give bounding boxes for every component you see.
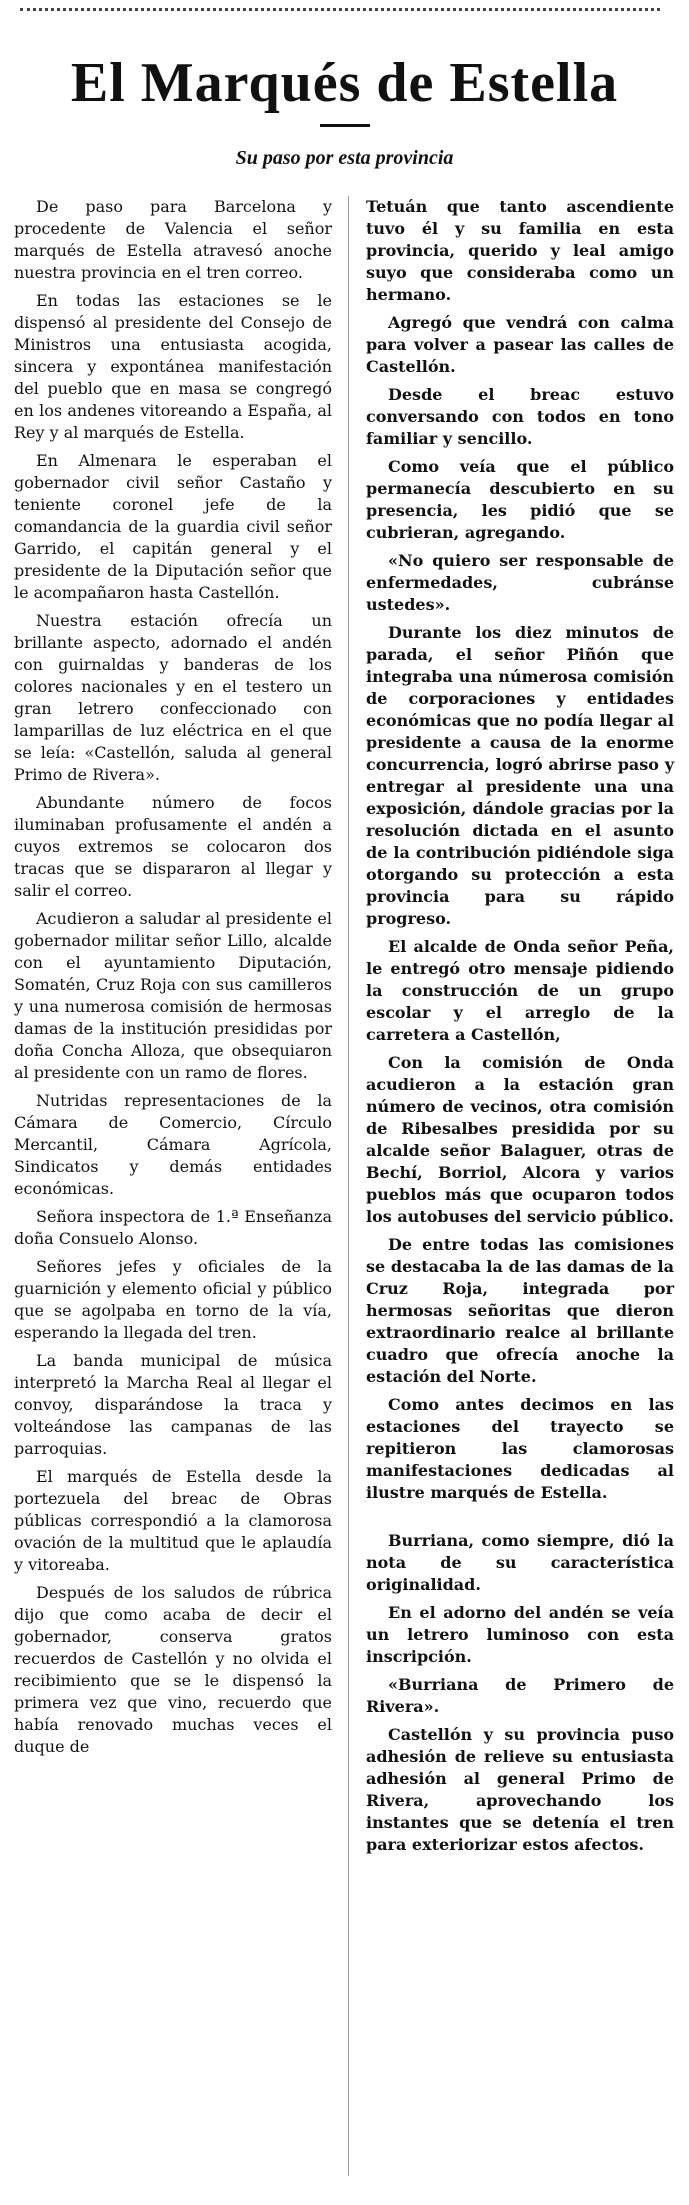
right-paragraph: «Burriana de Primero de Rivera». (366, 1675, 674, 1716)
left-paragraph: Señores jefes y oficiales de la guarnición y elemento oficial y público que se agolpaba en torno de la vía, esperando la llegada del tren. (14, 1257, 332, 1342)
right-paragraph: Con la comisión de Onda acudieron a la estación gran número de vecinos, otra comisión de Ribesalbes presidida por su alcalde señor Balaguer, otras de Bechí, Borriol, Alcora y varios pueblos más que ocuparon todos los autobuses del servicio público. (366, 1053, 674, 1226)
left-paragraph: Abundante número de focos iluminaban profusamente el andén a cuyos extremos se colocaron dos tracas que se dispararon al llegar y salir el correo. (14, 793, 332, 900)
right-paragraph: De entre todas las comisiones se destacaba la de las damas de la Cruz Roja, integrada por hermosas señoritas que dieron extraordinario realce al brillante cuadro que ofrecía anoche la estación del Norte. (366, 1235, 674, 1386)
right-paragraph: Desde el breac estuvo conversando con todos en tono familiar y sencillo. (366, 385, 674, 448)
left-paragraph: De paso para Barcelona y procedente de Valencia el señor marqués de Estella atravesó anoche nuestra provincia en el tren correo. (14, 197, 332, 282)
left-column (14, 196, 332, 1764)
article-subheadline: Su paso por esta provincia (235, 147, 454, 169)
right-paragraph: Durante los diez minutos de parada, el señor Piñón que integraba una númerosa comisión de corporaciones y entidades económicas que no podía llegar al presidente a causa de la enorme concurrencia, logró abrirse paso y entregar al presidente una una exposición, dándole gracias por la resolución dictada en el asunto de la contribución pidiéndole siga otorgando su protección a esta provincia para su rápido progreso. (366, 623, 674, 928)
right-paragraph: Castellón y su provincia puso adhesión de relieve su entusiasta adhesión al general Primo de Rivera, aprovechando los instantes que se detenía el tren para exteriorizar estos afectos. (366, 1725, 674, 1854)
right-paragraph: Como veía que el público permanecía descubierto en su presencia, les pidió que se cubrieran, agregando. (366, 457, 674, 542)
left-paragraph: En todas las estaciones se le dispensó al presidente del Consejo de Ministros una entusiasta acogida, sincera y expontánea manifestación del pueblo que en masa se congregó en los andenes vitoreando a España, al Rey y al marqués de Estella. (14, 291, 332, 442)
right-paragraph: Como antes decimos en las estaciones del trayecto se repitieron las clamorosas manifestaciones dedicadas al ilustre marqués de Estella. (366, 1395, 674, 1502)
right-paragraph: «No quiero ser responsable de enfermedades, cubránse ustedes». (366, 551, 674, 614)
left-paragraph: Después de los saludos de rúbrica dijo que como acaba de decir el gobernador, conserva gratos recuerdos de Castellón y no olvida el recibimiento que se le dispensó la primera vez que vino, recuerdo que había renovado muchas veces el duque de (14, 1583, 332, 1756)
right-paragraph: Agregó que vendrá con calma para volver a pasear las calles de Castellón. (366, 313, 674, 376)
right-paragraph: Tetuán que tanto ascendiente tuvo él y su familia en esta provincia, querido y leal amigo suyo que consideraba como un hermano. (366, 197, 674, 304)
top-dotted-rule (20, 8, 660, 11)
right-column (366, 196, 674, 1862)
left-paragraph: Nutridas representaciones de la Cámara de Comercio, Círculo Mercantil, Cámara Agrícola, Sindicatos y demás entidades económicas. (14, 1091, 332, 1198)
right-paragraph: Burriana, como siempre, dió la nota de su característica originalidad. (366, 1531, 674, 1594)
column-divider (348, 196, 349, 2176)
left-paragraph: La banda municipal de música interpretó la Marcha Real al llegar el convoy, disparándose la traca y volteándose las campanas de las parroquias. (14, 1351, 332, 1458)
left-paragraph: En Almenara le esperaban el gobernador civil señor Castaño y teniente coronel jefe de la comandancia de la guardia civil señor Garrido, el capitán general y el presidente de la Diputación señor que le acompañaron hasta Castellón. (14, 451, 332, 602)
left-paragraph: Señora inspectora de 1.ª Enseñanza doña Consuelo Alonso. (14, 1207, 332, 1248)
left-paragraph: El marqués de Estella desde la portezuela del breac de Obras públicas correspondió a la clamorosa ovación de la multitud que le aplaudía y vitoreaba. (14, 1467, 332, 1574)
right-paragraph: El alcalde de Onda señor Peña, le entregó otro mensaje pidiendo la construcción de un grupo escolar y el arreglo de la carretera a Castellón, (366, 937, 674, 1044)
right-paragraph: En el adorno del andén se veía un letrero luminoso con esta inscripción. (366, 1603, 674, 1666)
left-paragraph: Nuestra estación ofrecía un brillante aspecto, adornado el andén con guirnaldas y banderas de los colores nacionales y en el testero un gran letrero confeccionado con lamparillas de luz eléctrica en el que se leía: «Castellón, saluda al general Primo de Rivera». (14, 611, 332, 784)
left-paragraph: Acudieron a saludar al presidente el gobernador militar señor Lillo, alcalde con el ayuntamiento Diputación, Somatén, Cruz Roja con sus camilleros y una numerosa comisión de hermosas damas de la institución presididas por doña Concha Alloza, que obsequiaron al presidente con un ramo de flores. (14, 909, 332, 1082)
article-headline: El Marqués de Estella (70, 52, 619, 114)
headline-divider (320, 124, 370, 127)
